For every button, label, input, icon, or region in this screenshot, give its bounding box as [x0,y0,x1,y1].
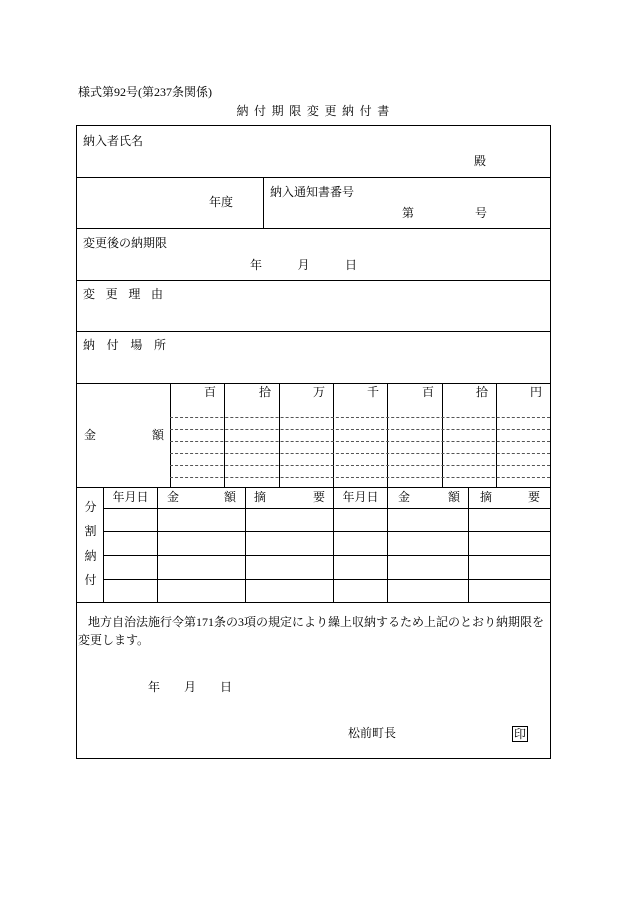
amount-column-divider [387,384,388,487]
installment-header-summary: 摘 要 [480,490,540,504]
statement-line-1: 地方自治法施行令第171条の3項の規定により繰上収納するため上記のとおり納期限を [88,615,545,629]
amount-entry-line [170,453,550,454]
installment-row [77,488,550,603]
payment-place-row [77,332,550,384]
change-reason-label: 変 更 理 由 [83,287,163,301]
amount-entry-line [170,465,550,466]
amount-column-divider [333,384,334,487]
amount-entry-line [170,477,550,478]
installment-column-divider [245,488,246,602]
amount-column-divider [279,384,280,487]
installment-row-divider [103,579,550,580]
amount-column-divider [496,384,497,487]
digit-header-thousand: 千 [366,385,379,399]
amount-row [77,384,550,488]
amount-column-divider [442,384,443,487]
digit-header-hundred: 百 [421,385,434,399]
digit-header-hundred-million: 百 [203,385,216,399]
seal-stamp: 印 [513,727,526,741]
digit-header-yen: 円 [529,385,542,399]
installment-header-summary: 摘 要 [254,490,325,504]
new-due-date-label: 変更後の納期限 [83,236,168,250]
amount-column-divider [224,384,225,487]
installment-header-amount: 金 額 [167,490,236,504]
installment-row-divider [103,531,550,532]
amount-entry-line [170,417,550,418]
form-number: 様式第92号(第237条関係) [78,85,212,99]
statement-date: 年 月 日 [148,680,232,694]
installment-column-divider [103,488,104,602]
fiscal-year-notice-row [77,178,550,229]
payer-honorific: 殿 [474,154,487,168]
amount-label: 金 額 [84,428,164,442]
installment-column-divider [333,488,334,602]
form-title: 納 付 期 限 変 更 納 付 書 [236,104,391,118]
change-reason-row [77,281,550,332]
amount-entry-line [170,429,550,430]
notice-number-format: 第 号 [402,206,487,220]
installment-row-divider [103,555,550,556]
statement-line-2: 変更します。 [78,633,150,647]
installment-header-amount: 金 額 [398,490,460,504]
digit-header-ten-million: 拾 [258,385,271,399]
cell-divider [263,178,264,228]
payer-label: 納入者氏名 [83,134,144,148]
notice-number-label: 納入通知書番号 [270,185,355,199]
payer-row [77,126,550,178]
installment-label: 分割納付 [84,500,97,587]
payment-deadline-change-form [76,125,551,759]
amount-column-divider [170,384,171,487]
installment-header-date: 年月日 [342,490,379,504]
digit-header-ten: 拾 [475,385,488,399]
digit-header-ten-thousand: 万 [312,385,325,399]
new-due-date-format: 年 月 日 [250,258,357,272]
amount-entry-line [170,441,550,442]
installment-column-divider [157,488,158,602]
new-due-date-row [77,229,550,281]
statement-section [77,603,550,758]
payment-place-label: 納 付 場 所 [83,338,166,352]
installment-header-date: 年月日 [112,490,149,504]
installment-column-divider [468,488,469,602]
fiscal-year-label: 年度 [209,195,234,209]
installment-row-divider [103,508,550,509]
installment-column-divider [387,488,388,602]
issuer-name: 松前町長 [348,726,397,740]
